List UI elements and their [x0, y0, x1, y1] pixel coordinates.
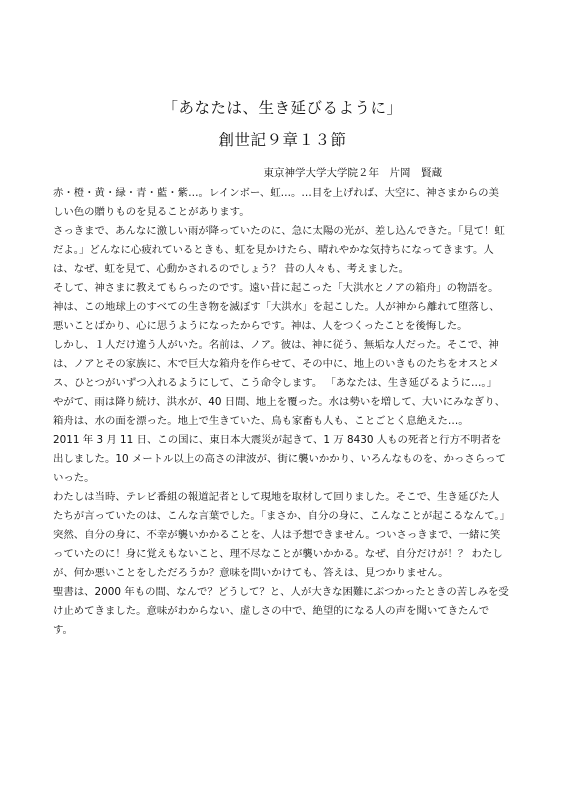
body-paragraph: 突然、自分の身に、不幸が襲いかかることを、人は予想できません。ついさっきまで、一緒に笑っていたのに！身に覚えもないこと、理不尽なことが襲いかかる。なぜ、自分だけが！？ わたしが、何か悪いことをしただろうか？意味を問いかけても、答えは、見つかりません。 [53, 529, 503, 579]
body-paragraph: 2011 年 3 月 11 日、この国に、東日本大震災が起きて、1 万 8430 人もの死者と行方不明者を出しました。10 メートル以上の高さの津波が、街に襲いかかり、いろんなものを、かっさらっていった。 [53, 434, 506, 484]
body-paragraph: さっきまで、あんなに激しい雨が降っていたのに、急に太陽の光が、差し込んできた。「見て！虹だよ。」どんなに心疲れているときも、虹を見かけたら、晴れやかな気持ちになってきます。人は、なぜ、虹を見て、心動かされるのでしょう？ 昔の人々も、考えました。 [53, 225, 505, 275]
scripture-reference: 創世記９章１３節 [218, 131, 347, 149]
sermon-body [53, 184, 509, 640]
body-paragraph: しかし、１人だけ違う人がいた。名前は、ノア。彼は、神に従う、無垢な人だった。そこで、神は、ノアとその家族に、木で巨大な箱舟を作らせて、その中に、地上のいきものたちをオスとメス、ひとつがいずつ入れるようにして、こう命令します。 「あなたは、生き延びるように…。」 [53, 339, 500, 389]
body-paragraph: そして、神さまに教えてもらったのです。遠い昔に起こった「大洪水とノアの箱舟」の物語を。 [53, 282, 499, 294]
body-paragraph: 赤・橙・黄・緑・青・藍・紫…。レインボー、虹…。…目を上げれば、大空に、神さまからの美しい色の贈りものを見ることがあります。 [53, 187, 499, 218]
body-paragraph: 神は、この地球上のすべての生き物を滅ぼす「大洪水」を起こした。人が神から離れて堕落し、悪いことばかり、心に思うようになったからです。神は、人をつくったことを後悔した。 [53, 301, 500, 332]
body-paragraph: 聖書は、2000 年もの間、なんで？どうして？と、人が大きな困難にぶつかったときの苦しみを受け止めてきました。意味がわからない、虚しさの中で、絶望的になる人の声を聞いてきたんです。 [53, 586, 509, 636]
body-paragraph: やがて、雨は降り続け、洪水が、40 日間、地上を覆った。水は勢いを増して、大いにみなぎり、箱舟は、水の面を漂った。地上で生きていた、鳥も家畜も人も、ことごとく息絶えた…。 [53, 396, 506, 427]
body-paragraph: わたしは当時、テレビ番組の報道記者として現地を取材して回りました。そこで、生き延びた人たちが言っていたのは、こんな言葉でした。「まさか、自分の身に、こんなことが起こるなんて。」 [53, 491, 510, 522]
sermon-title: 「あなたは、生き延びるように」 [162, 99, 403, 117]
author-line: 東京神学大学大学院２年 片岡 賢蔵 [263, 167, 442, 179]
